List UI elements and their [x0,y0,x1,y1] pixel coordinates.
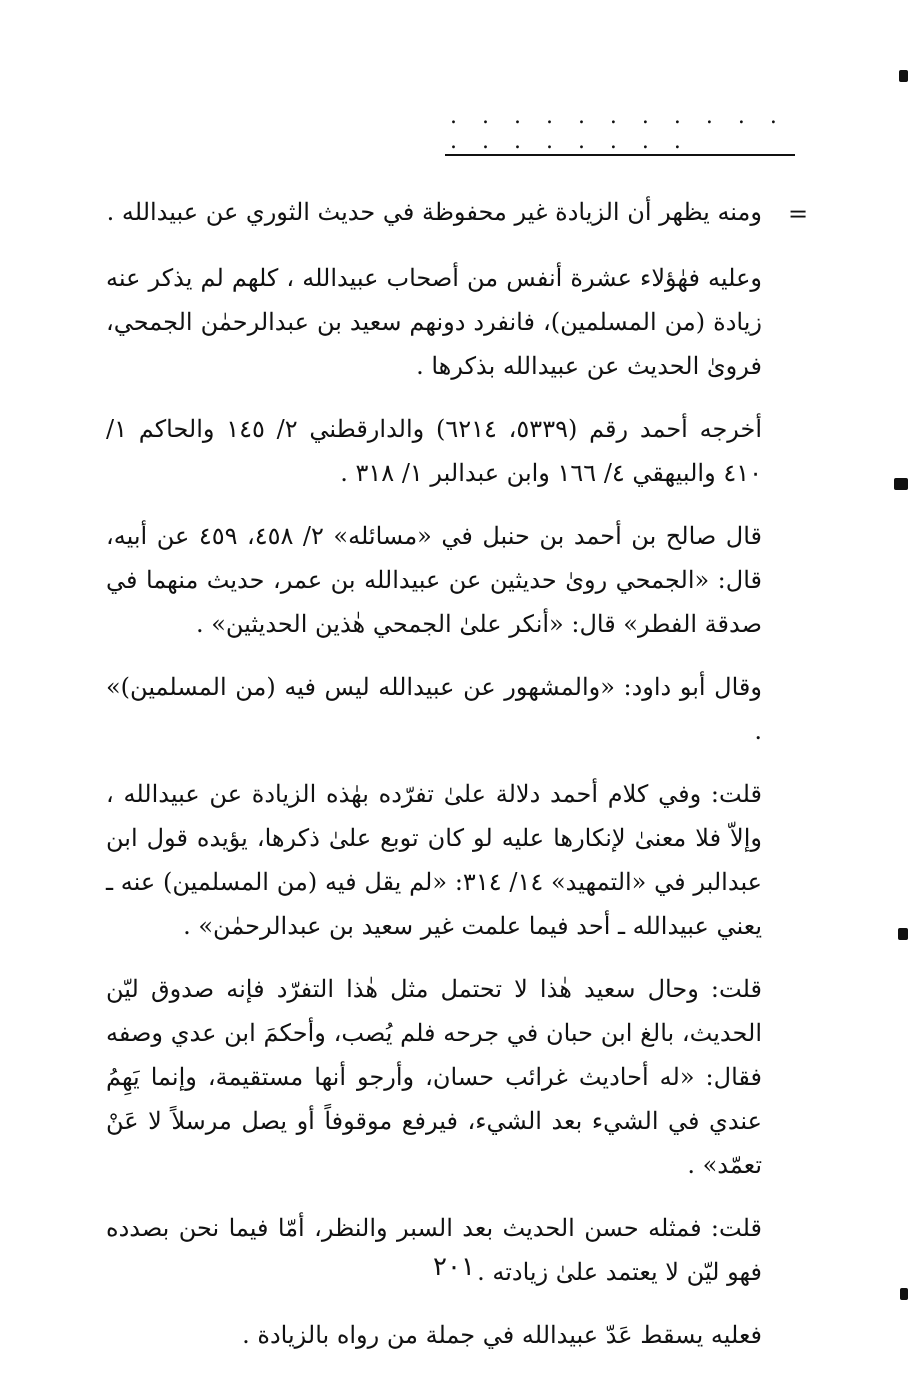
paragraph-8: قلت: فمثله حسن الحديث بعد السبر والنظر، أمّا فيما نحن بصدده فهو ليّن لا يعتمد علىٰ زيادته . [106,1214,762,1286]
footnote-text-body [106,190,762,1376]
paragraph-1: ومنه يظهر أن الزيادة غير محفوظة في حديث الثوري عن عبيدالله . [106,198,762,226]
paragraph-3: أخرجه أحمد رقم (٥٣٣٩، ٦٢١٤) والدارقطني ٢/ ١٤٥ والحاكم ١/ ٤١٠ والبيهقي ٤/ ١٦٦ وابن عبدالبر ١/ ٣١٨ . [106,415,763,487]
paragraph-5: وقال أبو داود: «والمشهور عن عبيدالله ليس فيه (من المسلمين)» . [106,673,762,745]
paragraph-9: فعليه يسقط عَدّ عبيدالله في جملة من رواه بالزيادة . [242,1321,762,1349]
page-number: ٢٠١ [433,1252,475,1282]
scan-edge-mark [899,70,908,82]
paragraph-2: وعليه فهٰؤلاء عشرة أنفس من أصحاب عبيدالله ، كلهم لم يذكر عنه زيادة (من المسلمين)، فانفرد دونهم سعيد بن عبدالرحمٰن الجمحي، فروىٰ الحديث عن عبيدالله بذكرها . [106,264,762,380]
continuation-marker: = [788,200,809,228]
footnote-separator-line [445,154,795,156]
paragraph-7: قلت: وحال سعيد هٰذا لا تحتمل مثل هٰذا التفرّد فإنه صدوق ليّن الحديث، بالغ ابن حبان في جرحه فلم يُصب، وأحكمَ ابن عدي وصفه فقال: «له أحاديث غرائب حسان، وأرجو أنها مستقيمة، وإنما يَهِمُ عندي في الشيء بعد الشيء، فيرفع موقوفاً أو يصل مرسلاً لا عَنْ تعمّد» . [106,975,762,1179]
paragraph-6: قلت: وفي كلام أحمد دلالة علىٰ تفرّده بهٰذه الزيادة عن عبيدالله ، وإلاّ فلا معنىٰ لإنكارها عليه لو كان توبع علىٰ ذكرها، يؤيده قول ابن عبدالبر في «التمهيد» ١٤/ ٣١٤: «لم يقل فيه (من المسلمين) عنه ـ يعني عبيدالله ـ أحد فيما علمت غير سعيد بن عبدالرحمٰن» . [106,780,763,940]
scan-edge-mark [900,1288,908,1300]
paragraph-4: قال صالح بن أحمد بن حنبل في «مسائله» ٢/ ٤٥٨، ٤٥٩ عن أبيه، قال: «الجمحي روىٰ حديثين عن عبيدالله بن عمر، حديث منهما في صدقة الفطر» قال: «أنكر علىٰ الجمحي هٰذين الحديثين» . [106,522,762,638]
scan-edge-mark [898,928,908,940]
ellipsis-dots: . . . . . . . . . . . . . . . . . . . [450,104,786,154]
scan-edge-mark [894,478,908,490]
